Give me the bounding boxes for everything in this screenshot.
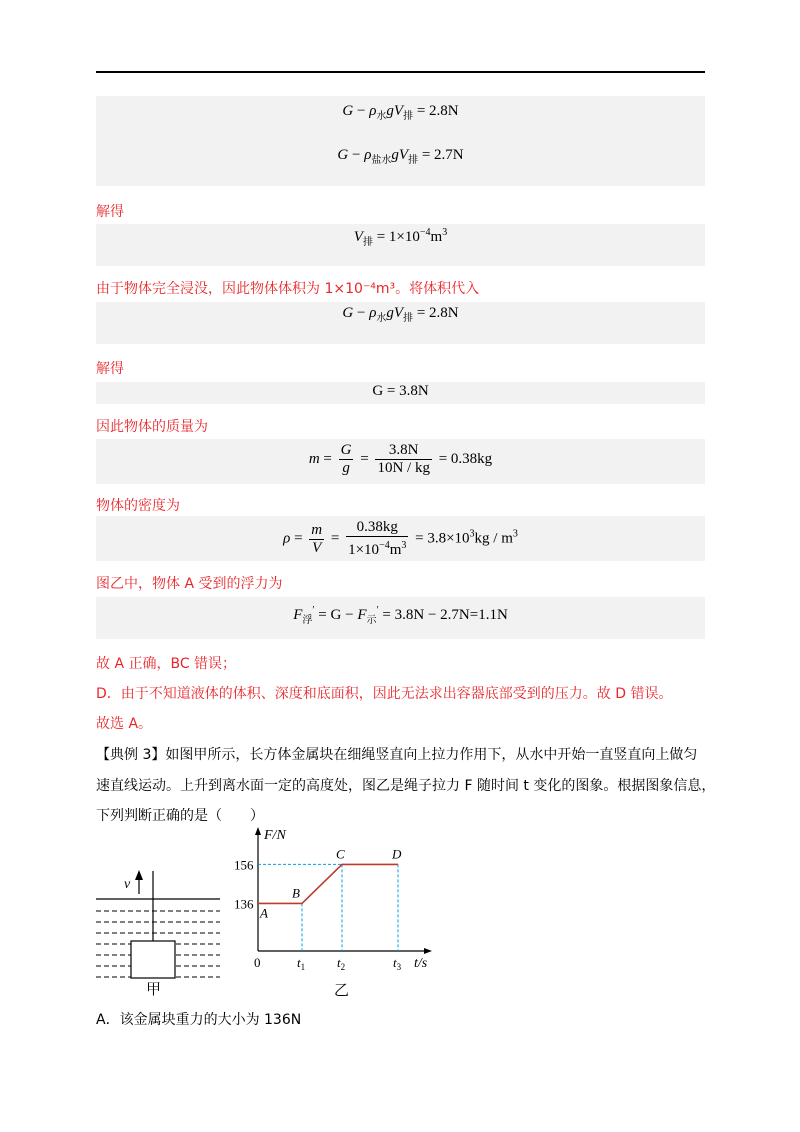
equation-4: $G - \rho_水gV_排 = 2.8N$	[342, 305, 459, 324]
volume-sentence: 由于物体完全浸没，因此物体体积为 1×10⁻⁴m³。将体积代入	[96, 281, 480, 297]
equation-2: $G - \rho_{盐水}gV_排 = 2.7N$	[337, 147, 464, 166]
metal-block	[131, 941, 175, 978]
point-label-a: A	[260, 905, 268, 921]
fraction-mass: $\frac{3.8N}{10N / kg}$	[377, 442, 430, 476]
fraction-density: $\frac{0.38kg}{1\times 10^{-4}m^3}$	[348, 519, 407, 558]
figure-jia	[92, 868, 232, 998]
conclusion-d: D．由于不知道液体的体积、深度和底面积，因此无法求出容器底部受到的压力。故 D 错误。	[96, 686, 673, 702]
jiede-2: 解得	[96, 361, 124, 377]
x-tick-t1: $t_1$	[297, 955, 306, 972]
point-label-c: C	[336, 846, 345, 862]
mass-sentence: 因此物体的质量为	[96, 419, 208, 435]
equation-box-6	[96, 516, 705, 561]
fraction-g-over-g: $\frac{G}{g}$	[340, 442, 352, 476]
equation-3: $V_排 = 1\times 10^{-4}m^3$	[353, 227, 448, 248]
force-time-chart	[234, 823, 438, 999]
equation-6: m = $\frac{G}{g}$ = $\frac{3.8N}{10N / kg}$ = 0.38kg	[308, 442, 493, 476]
y-tick-136: 136	[234, 896, 254, 912]
header-rule	[96, 71, 705, 73]
equation-box-4	[96, 382, 705, 404]
figure-jia-caption: 甲	[146, 982, 162, 998]
equation-box-2	[96, 224, 705, 266]
question-line-3: 下列判断正确的是（ ）	[96, 808, 264, 824]
force-series-line	[258, 864, 398, 903]
x-axis-label: t/s	[414, 956, 428, 971]
equation-box-1	[96, 96, 705, 186]
point-label-d: D	[392, 846, 402, 862]
figure-yi-caption: 乙	[334, 983, 350, 999]
conclusion-a: 故 A 正确，BC 错误；	[96, 656, 237, 672]
x-tick-t2: $t_2$	[337, 955, 346, 972]
y-tick-156: 156	[234, 857, 254, 873]
equation-7: ρ = $\frac{m}{V}$ = $\frac{0.38kg}{1\times 10^{-4}m^3}$ = $3.8\times 10^3kg / m^3$	[283, 519, 518, 558]
density-sentence: 物体的密度为	[96, 498, 180, 514]
fraction-m-over-v: $\frac{m}{V}$	[311, 521, 323, 556]
answer-choice: 故选 A。	[96, 716, 153, 732]
equation-1: $G - \rho_水gV_排 = 2.8N$	[342, 103, 459, 122]
point-label-b: B	[292, 885, 300, 901]
jiede-1: 解得	[96, 204, 124, 220]
origin-label: 0	[254, 955, 261, 970]
question-line-2: 速直线运动。上升到离水面一定的高度处，图乙是绳子拉力 F 随时间 t 变化的图象。根据图象信息，	[96, 778, 716, 794]
equation-box-7	[96, 597, 705, 639]
x-tick-t3: $t_3$	[393, 955, 402, 972]
y-axis-label: F/N	[264, 828, 286, 843]
question-line-1: 【典例 3】如图甲所示，长方体金属块在细绳竖直向上拉力作用下，从水中开始一直竖直向上做匀	[96, 747, 698, 763]
equation-box-3	[96, 302, 705, 344]
equation-5: G = 3.8N	[372, 383, 429, 399]
option-a: A．该金属块重力的大小为 136N	[96, 1012, 302, 1028]
x-axis-arrow-icon	[424, 948, 432, 954]
equation-8: $F_浮' = G - F_示' = 3.8N - 2.7N=1.1N$	[293, 605, 508, 626]
buoyancy-sentence: 图乙中，物体 A 受到的浮力为	[96, 576, 283, 592]
y-axis-arrow-icon	[255, 827, 261, 835]
velocity-label: v	[124, 877, 131, 892]
equation-box-5	[96, 439, 705, 484]
